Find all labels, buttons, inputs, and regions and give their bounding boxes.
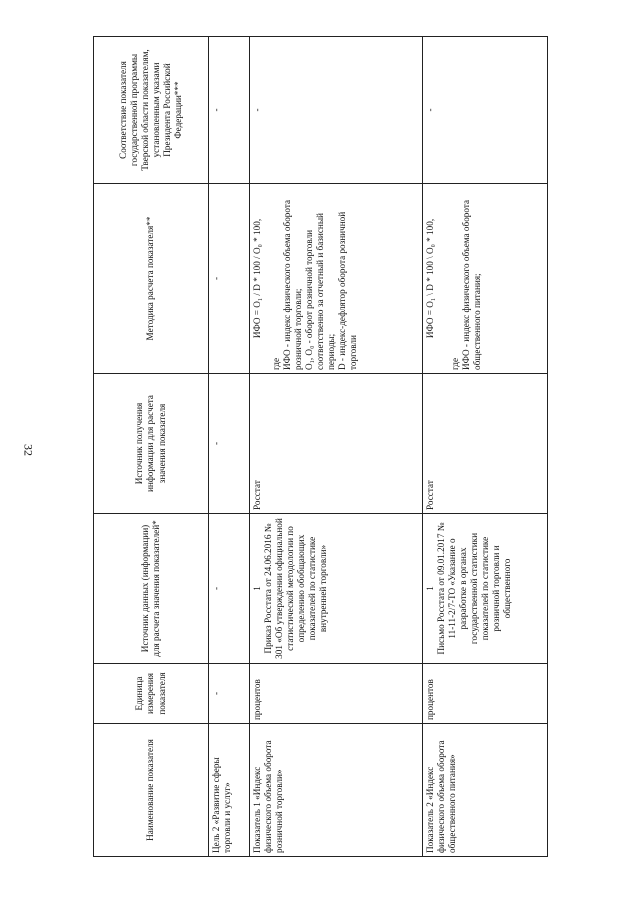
indicator-2-source-text: Письмо Росстата от 09.01.2017 № 11-11-2/7-ТО «Указание о разработке в органах государственной статистики показателей по статистике розничной торговли и общественного [436, 522, 513, 655]
indicator-2-name: Показатель 2 «Индекс физического объема оборота общественного питания» [423, 724, 548, 857]
indicator-1-name: Показатель 1 «Индекс физического объема оборота розничной торговли» [250, 724, 423, 857]
goal-correspondence: - [209, 37, 250, 184]
indicator-table [93, 36, 548, 857]
indicator-1-source [250, 514, 423, 664]
table-header-row [94, 37, 209, 857]
indicator-2-where: где [450, 357, 461, 370]
indicator-1-source-text: Приказ Росстата от 24.06.2016 № 301 «Об утверждении официальной статистической методологии по определению обобщающих показателей по статистике внутренней торговли» [263, 518, 329, 659]
indicator-1-where: где [271, 357, 282, 370]
header-name: Наименование показателя [94, 724, 209, 857]
page-number: 32 [21, 444, 36, 456]
indicator-1-formula: ИФО = О₁ / D * 100 / О₀ * 100, [252, 218, 262, 339]
indicator-2-source-num: 1 [425, 586, 435, 591]
header-unit: Единица измерения показателя [94, 664, 209, 724]
table-row-goal [209, 37, 250, 857]
indicator-1-method-line-1: ИФО - индекс физического объема оборота розничной торговли; [282, 199, 304, 370]
indicator-table-frame [93, 37, 533, 857]
indicator-1-unit: процентов [250, 664, 423, 724]
indicator-1-method-line-2: О₁, О₀ - оборот розничной торговли соответственно за отчетный и базисный периоды; [304, 213, 337, 370]
goal-source: - [209, 514, 250, 664]
goal-unit: - [209, 664, 250, 724]
table-row-indicator-2 [423, 37, 548, 857]
indicator-1-info: Росстат [250, 374, 423, 514]
indicator-1-method [250, 184, 423, 374]
indicator-1-source-num: 1 [252, 586, 262, 591]
header-method: Методика расчета показателя** [94, 184, 209, 374]
indicator-2-info: Росстат [423, 374, 548, 514]
table-row-indicator-1 [250, 37, 423, 857]
header-info: Источник получения информации для расчета значения показателя [94, 374, 209, 514]
indicator-2-source [423, 514, 548, 664]
indicator-2-method [423, 184, 548, 374]
indicator-1-correspondence: - [250, 37, 423, 184]
goal-method: - [209, 184, 250, 374]
header-source: Источник данных (информации) для расчета значения показателей* [94, 514, 209, 664]
header-correspondence: Соответствие показателя государственной программы Тверской области показателям, установленным указами Президента Российской Федерации*** [94, 37, 209, 184]
goal-info: - [209, 374, 250, 514]
goal-name: Цель 2 «Развитие сферы торговли и услуг» [209, 724, 250, 857]
indicator-2-method-line-1: ИФО - индекс физического объема оборота общественного питания; [461, 199, 483, 370]
indicator-2-unit: процентов [423, 664, 548, 724]
indicator-2-correspondence: - [423, 37, 548, 184]
indicator-2-formula: ИФО = О₁ \ D * 100 \ О₀ * 100, [425, 218, 435, 339]
indicator-1-method-line-3: D - индекс-дефлятор оборота розничной торговли [337, 211, 359, 370]
